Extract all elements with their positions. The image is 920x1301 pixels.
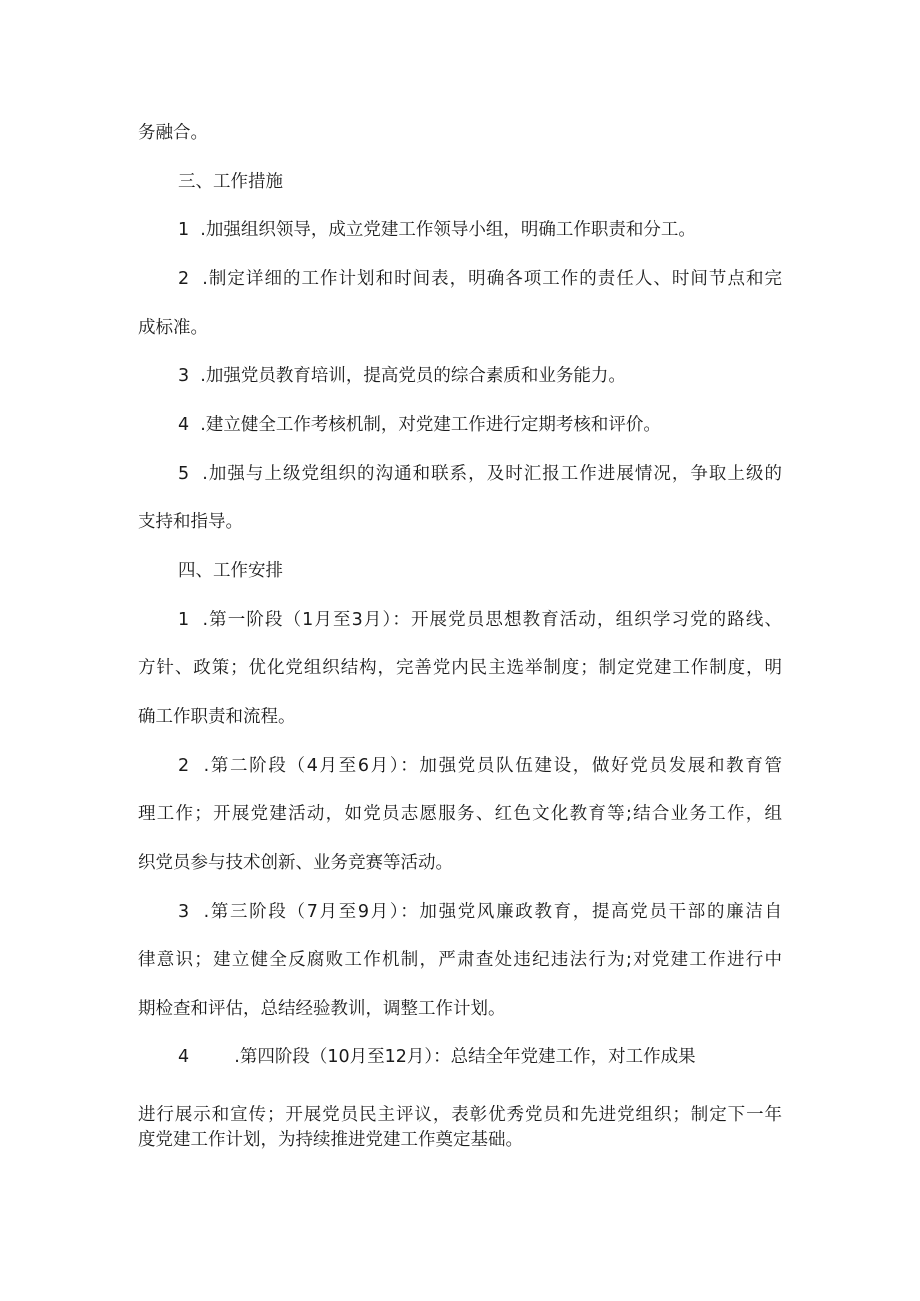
section-heading-measures: 三、工作措施 — [178, 172, 283, 192]
stage-item-3-cont: 期检查和评估，总结经验教训，调整工作计划。 — [138, 999, 506, 1019]
stage-item-3: 3 .第三阶段（7月至9月）：加强党风廉政教育，提高党员干部的廉洁自 — [178, 902, 782, 922]
stage-item-4-cont: 进行展示和宣传；开展党员民主评议，表彰优秀党员和先进党组织；制定下一年 — [138, 1105, 782, 1125]
paragraph-continuation: 务融合。 — [138, 123, 208, 143]
stage-item-4 — [178, 1045, 696, 1069]
measure-item-4: 4 .建立健全工作考核机制，对党建工作进行定期考核和评价。 — [178, 415, 661, 435]
stage-item-1-cont: 方针、政策；优化党组织结构，完善党内民主选举制度；制定党建工作制度，明 — [138, 658, 782, 678]
section-heading-arrangement: 四、工作安排 — [178, 561, 283, 581]
measure-item-2: 2 .制定详细的工作计划和时间表，明确各项工作的责任人、时间节点和完 — [178, 269, 782, 289]
measure-item-3: 3 .加强党员教育培训，提高党员的综合素质和业务能力。 — [178, 366, 626, 386]
stage-item-3-cont: 律意识；建立健全反腐败工作机制，严肃查处违纪违法行为;对党建工作进行中 — [138, 950, 782, 970]
measure-item-5: 5 .加强与上级党组织的沟通和联系，及时汇报工作进展情况，争取上级的 — [178, 464, 782, 484]
measure-item-5-cont: 支持和指导。 — [138, 512, 243, 532]
stage-item-4-text: .第四阶段（10月至12月）：总结全年党建工作，对工作成果 — [234, 1047, 696, 1067]
measure-item-2-cont: 成标准。 — [138, 318, 208, 338]
stage-item-2-cont: 织党员参与技术创新、业务竞赛等活动。 — [138, 853, 453, 873]
measure-item-1: 1 .加强组织领导，成立党建工作领导小组，明确工作职责和分工。 — [178, 220, 696, 240]
stage-item-1: 1 .第一阶段（1月至3月）：开展党员思想教育活动，组织学习党的路线、 — [178, 610, 782, 630]
stage-item-4-number: 4 — [178, 1047, 190, 1067]
stage-item-1-cont: 确工作职责和流程。 — [138, 707, 296, 727]
stage-item-2-cont: 理工作；开展党建活动，如党员志愿服务、红色文化教育等;结合业务工作，组 — [138, 804, 782, 824]
stage-item-4-cont: 度党建工作计划，为持续推进党建工作奠定基础。 — [138, 1130, 523, 1150]
stage-item-2: 2 .第二阶段（4月至6月）：加强党员队伍建设，做好党员发展和教育管 — [178, 756, 782, 776]
